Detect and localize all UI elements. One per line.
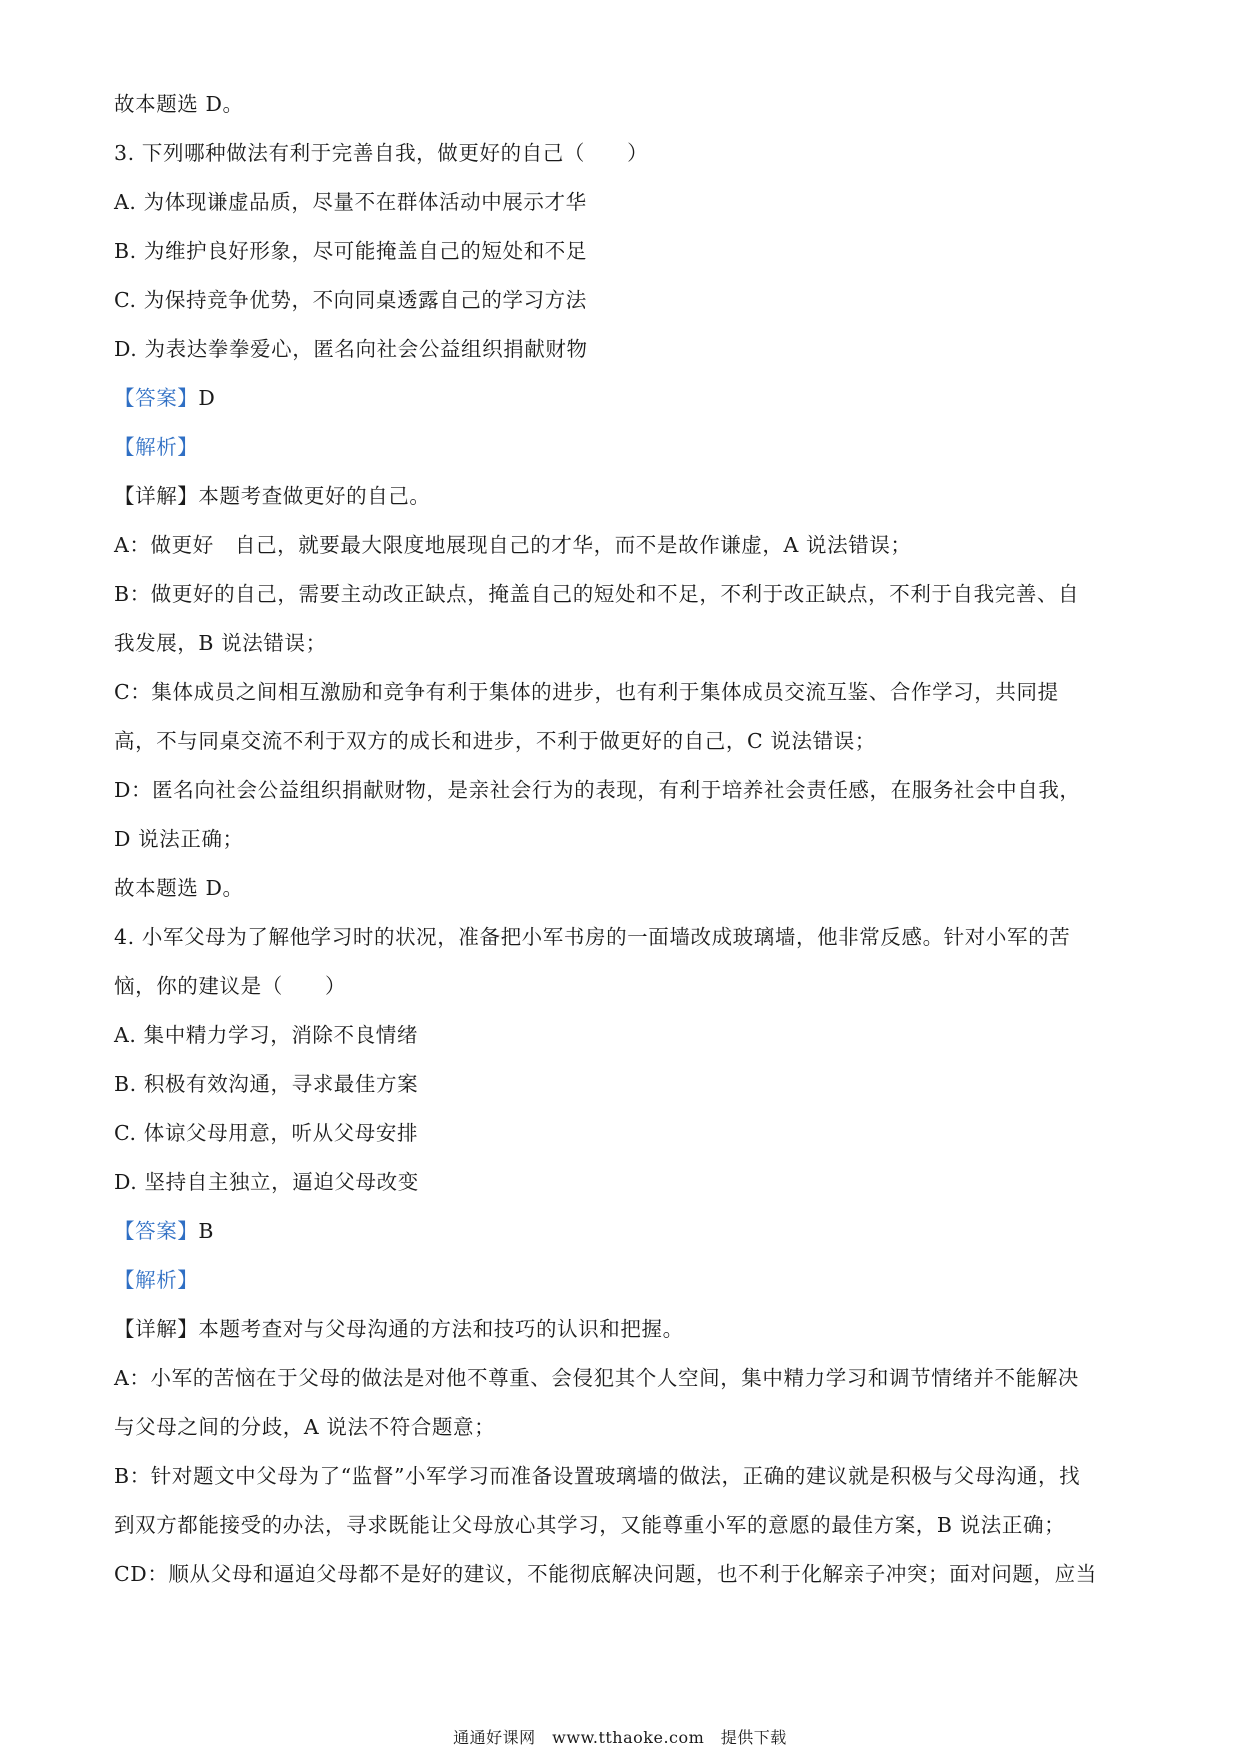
text-line: C：集体成员之间相互激励和竞争有利于集体的进步，也有利于集体成员交流互鉴、合作学习，共同提 <box>114 680 1059 704</box>
question-3-option-a: A. 为体现谦虚品质，尽量不在群体活动中展示才华 <box>114 190 587 214</box>
text-line: A：做更好 自己，就要最大限度地展现自己的才华，而不是故作谦虚，A 说法错误； <box>114 533 912 557</box>
question-4-option-b: B. 积极有效沟通，寻求最佳方案 <box>114 1072 419 1096</box>
question-3-analysis-tag <box>114 435 1144 459</box>
answer-tag: 【答案】 <box>114 386 199 410</box>
question-3-option-d: D. 为表达拳拳爱心，匿名向社会公益组织捐献财物 <box>114 337 588 361</box>
text-line: 我发展，B 说法错误； <box>114 631 327 655</box>
question-4-analysis-tag <box>114 1268 1144 1292</box>
text-line: D 说法正确； <box>114 827 244 851</box>
question-3-option-c: C. 为保持竞争优势，不向同桌透露自己的学习方法 <box>114 288 587 312</box>
question-4-detail: 【详解】本题考查对与父母沟通的方法和技巧的认识和把握。 <box>114 1317 684 1341</box>
analysis-tag: 【解析】 <box>114 1268 199 1292</box>
question-4-answer: 【答案】B <box>114 1219 215 1243</box>
question-4-stem-cont: 恼，你的建议是（ ） <box>114 974 347 998</box>
question-4-option-a: A. 集中精力学习，消除不良情绪 <box>114 1023 418 1047</box>
document-body <box>114 92 1144 1611</box>
text-line: 故本题选 D。 <box>114 92 244 116</box>
question-3-option-b: B. 为维护良好形象，尽可能掩盖自己的短处和不足 <box>114 239 587 263</box>
text-line: B：做更好的自己，需要主动改正缺点，掩盖自己的短处和不足，不利于改正缺点，不利于自我完善、自 <box>114 582 1080 606</box>
question-3-detail: 【详解】本题考查做更好的自己。 <box>114 484 431 508</box>
text-line: D：匿名向社会公益组织捐献财物，是亲社会行为的表现，有利于培养社会责任感，在服务社会中自我， <box>114 778 1081 802</box>
text-line: B：针对题文中父母为了“监督”小军学习而准备设置玻璃墙的做法，正确的建议就是积极与父母沟通，找 <box>114 1464 1081 1488</box>
question-4-option-c: C. 体谅父母用意，听从父母安排 <box>114 1121 419 1145</box>
text-line: 与父母之间的分歧，A 说法不符合题意； <box>114 1415 496 1439</box>
text-line: 故本题选 D。 <box>114 876 244 900</box>
text-line: 高，不与同桌交流不利于双方的成长和进步，不利于做更好的自己，C 说法错误； <box>114 729 876 753</box>
analysis-tag: 【解析】 <box>114 435 199 459</box>
text-line: CD：顺从父母和逼迫父母都不是好的建议，不能彻底解决问题，也不利于化解亲子冲突；面对问题，应当 <box>114 1562 1097 1586</box>
question-4-option-d: D. 坚持自主独立，逼迫父母改变 <box>114 1170 419 1194</box>
text-line: 到双方都能接受的办法，寻求既能让父母放心其学习，又能尊重小军的意愿的最佳方案，B 说法正确； <box>114 1513 1066 1537</box>
answer-tag: 【答案】 <box>114 1219 199 1243</box>
page-footer: 通通好课网 www.tthaoke.com 提供下载 <box>453 1728 787 1747</box>
question-3-answer: 【答案】D <box>114 386 216 410</box>
question-3-stem: 3. 下列哪种做法有利于完善自我，做更好的自己（ ） <box>114 141 649 165</box>
text-line: A：小军的苦恼在于父母的做法是对他不尊重、会侵犯其个人空间，集中精力学习和调节情绪并不能解决 <box>114 1366 1079 1390</box>
question-4-stem: 4. 小军父母为了解他学习时的状况，准备把小军书房的一面墙改成玻璃墙，他非常反感。针对小军的苦 <box>114 925 1071 949</box>
